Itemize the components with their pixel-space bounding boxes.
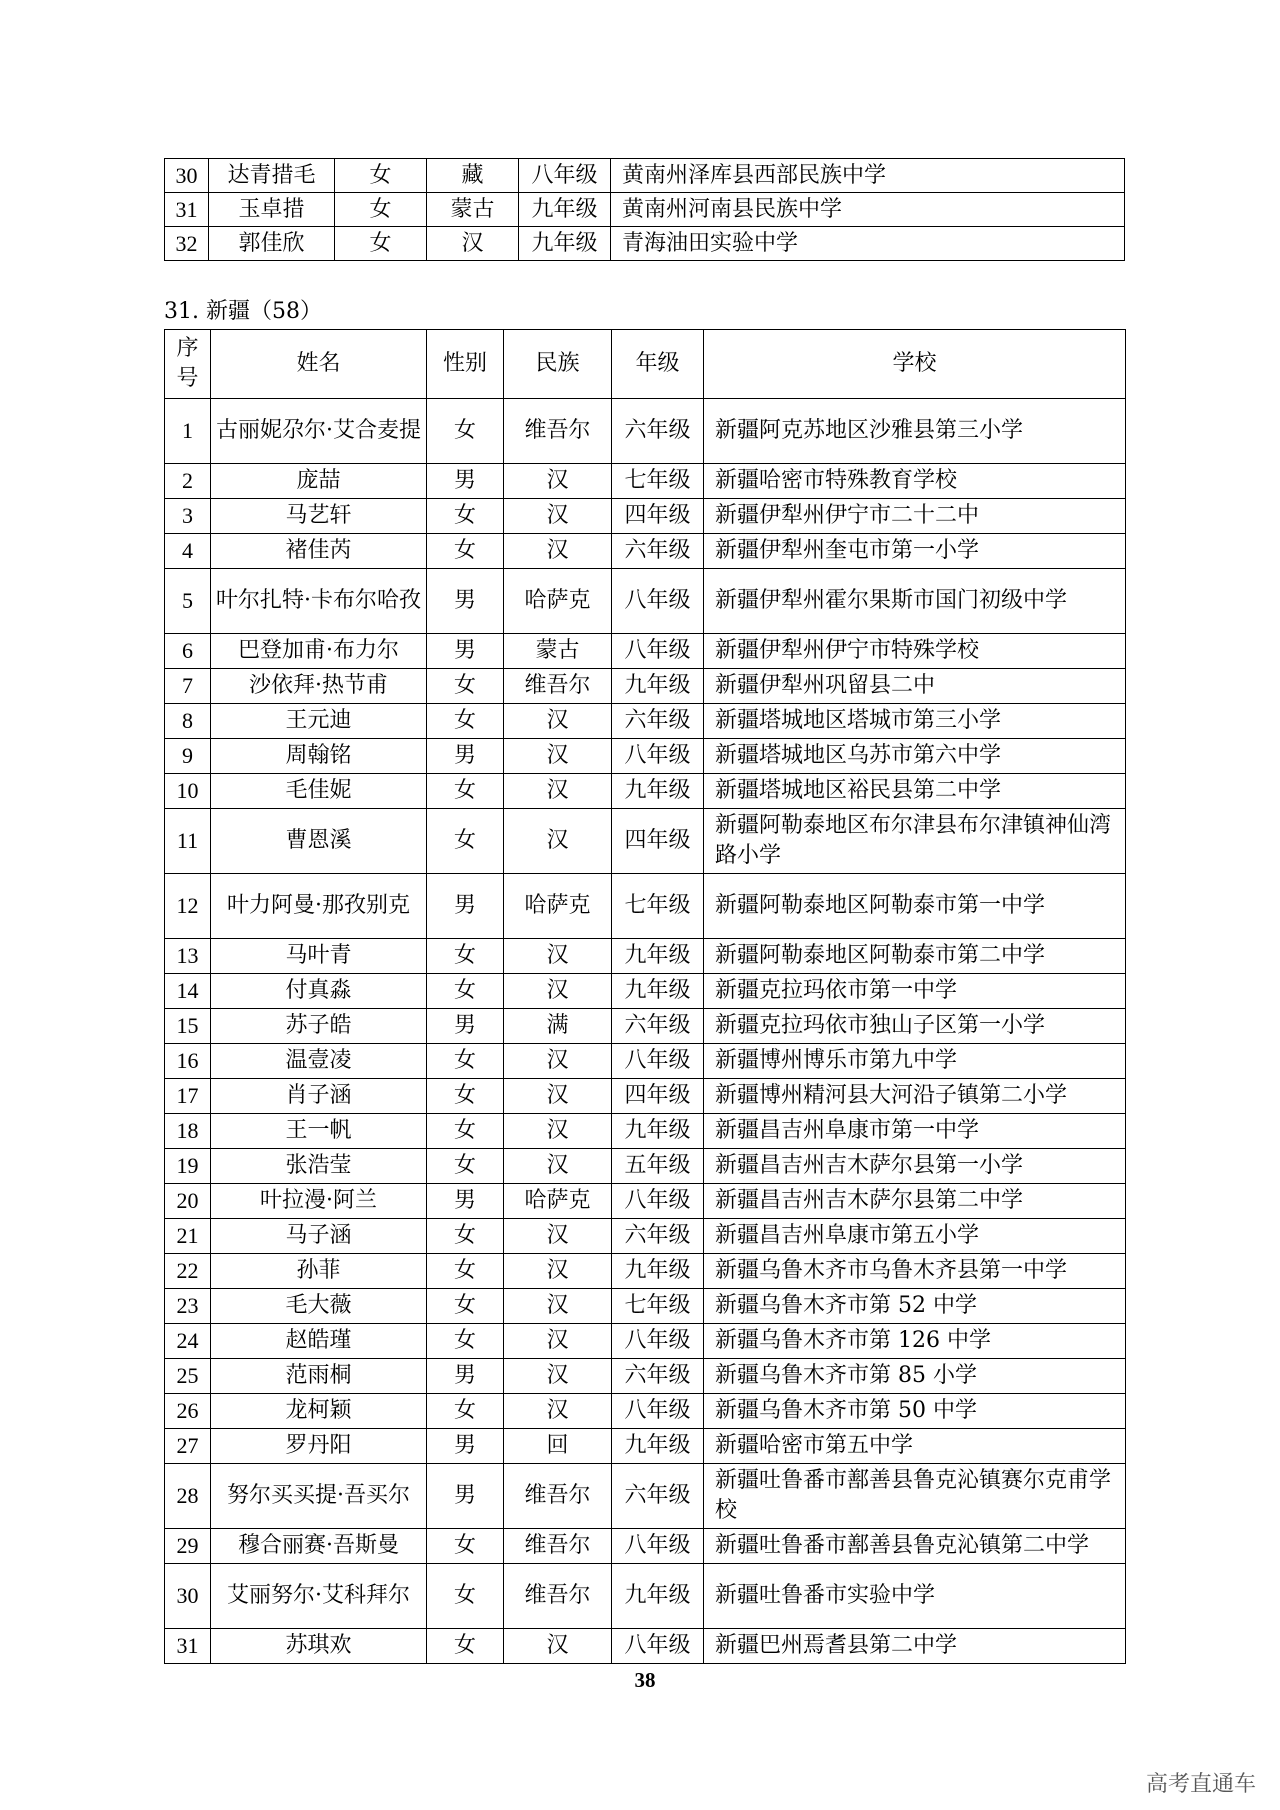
- cell-name: 毛大薇: [211, 1289, 427, 1324]
- cell-name: 龙柯颖: [211, 1394, 427, 1429]
- cell-gender: 男: [427, 739, 504, 774]
- cell-name: 古丽妮尕尔·艾合麦提: [211, 399, 427, 464]
- cell-school: 新疆伊犁州奎屯市第一小学: [704, 534, 1126, 569]
- table-row: [165, 1324, 1126, 1359]
- table-row: [165, 534, 1126, 569]
- cell-gender: 女: [427, 1529, 504, 1564]
- table-row: [165, 464, 1126, 499]
- cell-school: 新疆克拉玛依市独山子区第一小学: [704, 1009, 1126, 1044]
- cell-gender: 男: [427, 1184, 504, 1219]
- cell-grade: 六年级: [612, 1219, 704, 1254]
- cell-index: 27: [165, 1429, 211, 1464]
- cell-grade: 四年级: [612, 1079, 704, 1114]
- cell-index: 4: [165, 534, 211, 569]
- cell-name: 马艺轩: [211, 499, 427, 534]
- cell-ethnicity: 蒙古: [427, 193, 519, 227]
- page-number: 38: [634, 1668, 656, 1692]
- table-row: [165, 1009, 1126, 1044]
- table-row: [165, 1394, 1126, 1429]
- cell-school: 新疆阿勒泰地区阿勒泰市第二中学: [704, 939, 1126, 974]
- cell-name: 王一帆: [211, 1114, 427, 1149]
- cell-gender: 女: [427, 669, 504, 704]
- table-row: [165, 1079, 1126, 1114]
- cell-gender: 女: [427, 974, 504, 1009]
- cell-gender: 女: [427, 1289, 504, 1324]
- cell-index: 29: [165, 1529, 211, 1564]
- cell-ethnicity: 汉: [504, 939, 612, 974]
- table-row: [165, 1184, 1126, 1219]
- cell-school: 新疆乌鲁木齐市乌鲁木齐县第一中学: [704, 1254, 1126, 1289]
- cell-name: 罗丹阳: [211, 1429, 427, 1464]
- cell-school: 新疆博州博乐市第九中学: [704, 1044, 1126, 1079]
- table-row: [165, 569, 1126, 634]
- table-row: [165, 774, 1126, 809]
- cell-grade: 九年级: [612, 1429, 704, 1464]
- cell-grade: 六年级: [612, 534, 704, 569]
- cell-name: 叶尔扎特·卡布尔哈孜: [211, 569, 427, 634]
- cell-grade: 四年级: [612, 809, 704, 874]
- cell-ethnicity: 汉: [504, 974, 612, 1009]
- cell-index: 1: [165, 399, 211, 464]
- cell-school: 新疆塔城地区乌苏市第六中学: [704, 739, 1126, 774]
- cell-index: 14: [165, 974, 211, 1009]
- cell-grade: 八年级: [612, 1044, 704, 1079]
- cell-grade: 八年级: [612, 569, 704, 634]
- cell-ethnicity: 哈萨克: [504, 569, 612, 634]
- cell-school: 新疆克拉玛依市第一中学: [704, 974, 1126, 1009]
- table-row: [165, 1149, 1126, 1184]
- cell-ethnicity: 汉: [504, 1359, 612, 1394]
- cell-school: 新疆乌鲁木齐市第 126 中学: [704, 1324, 1126, 1359]
- cell-index: 17: [165, 1079, 211, 1114]
- cell-index: 26: [165, 1394, 211, 1429]
- cell-school: 新疆伊犁州巩留县二中: [704, 669, 1126, 704]
- cell-gender: 女: [427, 1079, 504, 1114]
- table-row: [165, 739, 1126, 774]
- cell-ethnicity: 汉: [504, 809, 612, 874]
- cell-ethnicity: 哈萨克: [504, 874, 612, 939]
- cell-gender: 女: [427, 1219, 504, 1254]
- cell-grade: 八年级: [519, 159, 611, 193]
- cell-ethnicity: 汉: [427, 227, 519, 261]
- cell-ethnicity: 汉: [504, 704, 612, 739]
- cell-name: 马子涵: [211, 1219, 427, 1254]
- cell-index: 32: [165, 227, 209, 261]
- cell-gender: 女: [427, 809, 504, 874]
- cell-index: 13: [165, 939, 211, 974]
- cell-ethnicity: 汉: [504, 1629, 612, 1664]
- table-row: [165, 1464, 1126, 1529]
- cell-school: 新疆吐鲁番市鄯善县鲁克沁镇赛尔克甫学校: [704, 1464, 1126, 1529]
- table-body: [165, 399, 1126, 1664]
- cell-school: 新疆博州精河县大河沿子镇第二小学: [704, 1079, 1126, 1114]
- cell-school: 新疆阿克苏地区沙雅县第三小学: [704, 399, 1126, 464]
- cell-ethnicity: 回: [504, 1429, 612, 1464]
- cell-school: 新疆乌鲁木齐市第 52 中学: [704, 1289, 1126, 1324]
- table-row: [165, 1359, 1126, 1394]
- table-row: [165, 1114, 1126, 1149]
- cell-gender: 男: [427, 569, 504, 634]
- cell-ethnicity: 汉: [504, 464, 612, 499]
- table-row: [165, 1529, 1126, 1564]
- cell-index: 18: [165, 1114, 211, 1149]
- cell-school: 黄南州泽库县西部民族中学: [611, 159, 1125, 193]
- cell-ethnicity: 汉: [504, 1254, 612, 1289]
- cell-gender: 女: [335, 159, 427, 193]
- cell-index: 10: [165, 774, 211, 809]
- cell-grade: 八年级: [612, 1184, 704, 1219]
- cell-name: 孙菲: [211, 1254, 427, 1289]
- cell-gender: 女: [335, 227, 427, 261]
- cell-name: 苏子皓: [211, 1009, 427, 1044]
- cell-grade: 八年级: [612, 1394, 704, 1429]
- cell-grade: 九年级: [612, 1254, 704, 1289]
- cell-index: 8: [165, 704, 211, 739]
- cell-gender: 男: [427, 634, 504, 669]
- cell-ethnicity: 蒙古: [504, 634, 612, 669]
- cell-grade: 八年级: [612, 1529, 704, 1564]
- cell-ethnicity: 汉: [504, 774, 612, 809]
- table-row: [165, 1289, 1126, 1324]
- cell-grade: 七年级: [612, 1289, 704, 1324]
- cell-index: 23: [165, 1289, 211, 1324]
- table-row: [165, 399, 1126, 464]
- cell-school: 新疆塔城地区塔城市第三小学: [704, 704, 1126, 739]
- cell-school: 新疆伊犁州霍尔果斯市国门初级中学: [704, 569, 1126, 634]
- table-row: [165, 669, 1126, 704]
- cell-name: 苏琪欢: [211, 1629, 427, 1664]
- cell-ethnicity: 汉: [504, 1044, 612, 1079]
- table-row: [165, 1629, 1126, 1664]
- cell-grade: 九年级: [519, 193, 611, 227]
- cell-name: 张浩莹: [211, 1149, 427, 1184]
- cell-school: 新疆阿勒泰地区阿勒泰市第一中学: [704, 874, 1126, 939]
- header-grade: 年级: [612, 330, 704, 399]
- cell-ethnicity: 藏: [427, 159, 519, 193]
- cell-grade: 九年级: [612, 974, 704, 1009]
- cell-gender: 女: [427, 1629, 504, 1664]
- cell-grade: 八年级: [612, 1629, 704, 1664]
- header-gender: 性别: [427, 330, 504, 399]
- cell-school: 新疆吐鲁番市实验中学: [704, 1564, 1126, 1629]
- watermark: 高考直通车: [1145, 1772, 1256, 1797]
- cell-ethnicity: 汉: [504, 1149, 612, 1184]
- table-row: [165, 159, 1125, 193]
- cell-grade: 六年级: [612, 704, 704, 739]
- cell-name: 达青措毛: [209, 159, 335, 193]
- cell-index: 7: [165, 669, 211, 704]
- cell-school: 新疆哈密市特殊教育学校: [704, 464, 1126, 499]
- cell-grade: 九年级: [612, 774, 704, 809]
- cell-ethnicity: 汉: [504, 1079, 612, 1114]
- cell-gender: 女: [427, 1254, 504, 1289]
- cell-name: 马叶青: [211, 939, 427, 974]
- cell-grade: 九年级: [519, 227, 611, 261]
- cell-index: 30: [165, 159, 209, 193]
- cell-gender: 女: [427, 1564, 504, 1629]
- cell-ethnicity: 汉: [504, 1324, 612, 1359]
- cell-grade: 六年级: [612, 1464, 704, 1529]
- cell-name: 赵皓瑾: [211, 1324, 427, 1359]
- header-ethnicity: 民族: [504, 330, 612, 399]
- cell-name: 王元迪: [211, 704, 427, 739]
- header-index: 序号: [165, 330, 211, 399]
- table-row: [165, 809, 1126, 874]
- cell-index: 22: [165, 1254, 211, 1289]
- cell-name: 艾丽努尔·艾科拜尔: [211, 1564, 427, 1629]
- cell-grade: 八年级: [612, 1324, 704, 1359]
- cell-name: 肖子涵: [211, 1079, 427, 1114]
- table-row: [165, 499, 1126, 534]
- cell-gender: 男: [427, 1429, 504, 1464]
- cell-ethnicity: 汉: [504, 1289, 612, 1324]
- top-table: [164, 158, 1125, 261]
- cell-gender: 女: [427, 1394, 504, 1429]
- cell-gender: 女: [427, 1114, 504, 1149]
- cell-index: 31: [165, 193, 209, 227]
- cell-school: 新疆乌鲁木齐市第 85 小学: [704, 1359, 1126, 1394]
- table-row: [165, 1429, 1126, 1464]
- cell-school: 新疆昌吉州阜康市第一中学: [704, 1114, 1126, 1149]
- cell-name: 沙依拜·热节甫: [211, 669, 427, 704]
- header-school: 学校: [704, 330, 1126, 399]
- cell-school: 新疆塔城地区裕民县第二中学: [704, 774, 1126, 809]
- cell-index: 21: [165, 1219, 211, 1254]
- table-row: [165, 1219, 1126, 1254]
- cell-gender: 女: [335, 193, 427, 227]
- cell-grade: 九年级: [612, 669, 704, 704]
- cell-grade: 七年级: [612, 464, 704, 499]
- cell-name: 郭佳欣: [209, 227, 335, 261]
- table-row: [165, 874, 1126, 939]
- cell-ethnicity: 汉: [504, 499, 612, 534]
- cell-ethnicity: 汉: [504, 534, 612, 569]
- cell-ethnicity: 维吾尔: [504, 669, 612, 704]
- cell-name: 庞喆: [211, 464, 427, 499]
- cell-grade: 九年级: [612, 939, 704, 974]
- cell-school: 黄南州河南县民族中学: [611, 193, 1125, 227]
- cell-school: 新疆伊犁州伊宁市特殊学校: [704, 634, 1126, 669]
- table-row: [165, 227, 1125, 261]
- cell-index: 5: [165, 569, 211, 634]
- cell-gender: 男: [427, 1009, 504, 1044]
- cell-gender: 女: [427, 774, 504, 809]
- cell-name: 毛佳妮: [211, 774, 427, 809]
- cell-name: 努尔买买提·吾买尔: [211, 1464, 427, 1529]
- cell-ethnicity: 满: [504, 1009, 612, 1044]
- cell-grade: 八年级: [612, 634, 704, 669]
- cell-ethnicity: 维吾尔: [504, 1564, 612, 1629]
- cell-ethnicity: 哈萨克: [504, 1184, 612, 1219]
- cell-grade: 八年级: [612, 739, 704, 774]
- cell-name: 范雨桐: [211, 1359, 427, 1394]
- table-row: [165, 974, 1126, 1009]
- cell-grade: 九年级: [612, 1564, 704, 1629]
- cell-index: 12: [165, 874, 211, 939]
- cell-grade: 六年级: [612, 1009, 704, 1044]
- table-row: [165, 1044, 1126, 1079]
- cell-index: 16: [165, 1044, 211, 1079]
- cell-name: 曹恩溪: [211, 809, 427, 874]
- cell-gender: 女: [427, 1324, 504, 1359]
- table-row: [165, 704, 1126, 739]
- cell-index: 6: [165, 634, 211, 669]
- cell-grade: 五年级: [612, 1149, 704, 1184]
- cell-name: 温壹凌: [211, 1044, 427, 1079]
- header-name: 姓名: [211, 330, 427, 399]
- cell-index: 24: [165, 1324, 211, 1359]
- cell-school: 新疆昌吉州吉木萨尔县第一小学: [704, 1149, 1126, 1184]
- cell-school: 新疆昌吉州阜康市第五小学: [704, 1219, 1126, 1254]
- table-row: [165, 939, 1126, 974]
- table-row: [165, 1564, 1126, 1629]
- cell-name: 穆合丽赛·吾斯曼: [211, 1529, 427, 1564]
- cell-grade: 四年级: [612, 499, 704, 534]
- cell-gender: 男: [427, 1464, 504, 1529]
- cell-gender: 男: [427, 1359, 504, 1394]
- cell-name: 玉卓措: [209, 193, 335, 227]
- cell-grade: 九年级: [612, 1114, 704, 1149]
- cell-gender: 女: [427, 499, 504, 534]
- cell-school: 新疆昌吉州吉木萨尔县第二中学: [704, 1184, 1126, 1219]
- cell-name: 叶拉漫·阿兰: [211, 1184, 427, 1219]
- cell-ethnicity: 维吾尔: [504, 399, 612, 464]
- cell-ethnicity: 汉: [504, 1394, 612, 1429]
- cell-school: 新疆巴州焉耆县第二中学: [704, 1629, 1126, 1664]
- cell-gender: 女: [427, 399, 504, 464]
- cell-index: 30: [165, 1564, 211, 1629]
- cell-school: 新疆伊犁州伊宁市二十二中: [704, 499, 1126, 534]
- cell-gender: 男: [427, 874, 504, 939]
- student-table: [164, 329, 1126, 1664]
- cell-index: 15: [165, 1009, 211, 1044]
- cell-name: 巴登加甫·布力尔: [211, 634, 427, 669]
- cell-grade: 六年级: [612, 1359, 704, 1394]
- cell-gender: 男: [427, 464, 504, 499]
- cell-school: 新疆阿勒泰地区布尔津县布尔津镇神仙湾路小学: [704, 809, 1126, 874]
- cell-index: 9: [165, 739, 211, 774]
- cell-index: 11: [165, 809, 211, 874]
- cell-ethnicity: 维吾尔: [504, 1529, 612, 1564]
- table-row: [165, 1254, 1126, 1289]
- cell-school: 新疆哈密市第五中学: [704, 1429, 1126, 1464]
- cell-school: 青海油田实验中学: [611, 227, 1125, 261]
- cell-gender: 女: [427, 1149, 504, 1184]
- table-row: [165, 634, 1126, 669]
- cell-grade: 七年级: [612, 874, 704, 939]
- cell-ethnicity: 汉: [504, 1219, 612, 1254]
- table-row: [165, 193, 1125, 227]
- cell-gender: 女: [427, 939, 504, 974]
- cell-gender: 女: [427, 534, 504, 569]
- cell-name: 付真淼: [211, 974, 427, 1009]
- cell-index: 19: [165, 1149, 211, 1184]
- cell-school: 新疆乌鲁木齐市第 50 中学: [704, 1394, 1126, 1429]
- section-title: 31. 新疆（58）: [164, 299, 322, 324]
- cell-gender: 女: [427, 1044, 504, 1079]
- cell-name: 叶力阿曼·那孜别克: [211, 874, 427, 939]
- cell-name: 褚佳芮: [211, 534, 427, 569]
- cell-ethnicity: 维吾尔: [504, 1464, 612, 1529]
- cell-ethnicity: 汉: [504, 739, 612, 774]
- table-header: [165, 330, 1126, 399]
- cell-index: 28: [165, 1464, 211, 1529]
- cell-grade: 六年级: [612, 399, 704, 464]
- cell-index: 2: [165, 464, 211, 499]
- cell-index: 20: [165, 1184, 211, 1219]
- cell-gender: 女: [427, 704, 504, 739]
- cell-school: 新疆吐鲁番市鄯善县鲁克沁镇第二中学: [704, 1529, 1126, 1564]
- top-table-body: [165, 159, 1125, 261]
- cell-name: 周翰铭: [211, 739, 427, 774]
- cell-index: 31: [165, 1629, 211, 1664]
- cell-index: 3: [165, 499, 211, 534]
- cell-index: 25: [165, 1359, 211, 1394]
- cell-ethnicity: 汉: [504, 1114, 612, 1149]
